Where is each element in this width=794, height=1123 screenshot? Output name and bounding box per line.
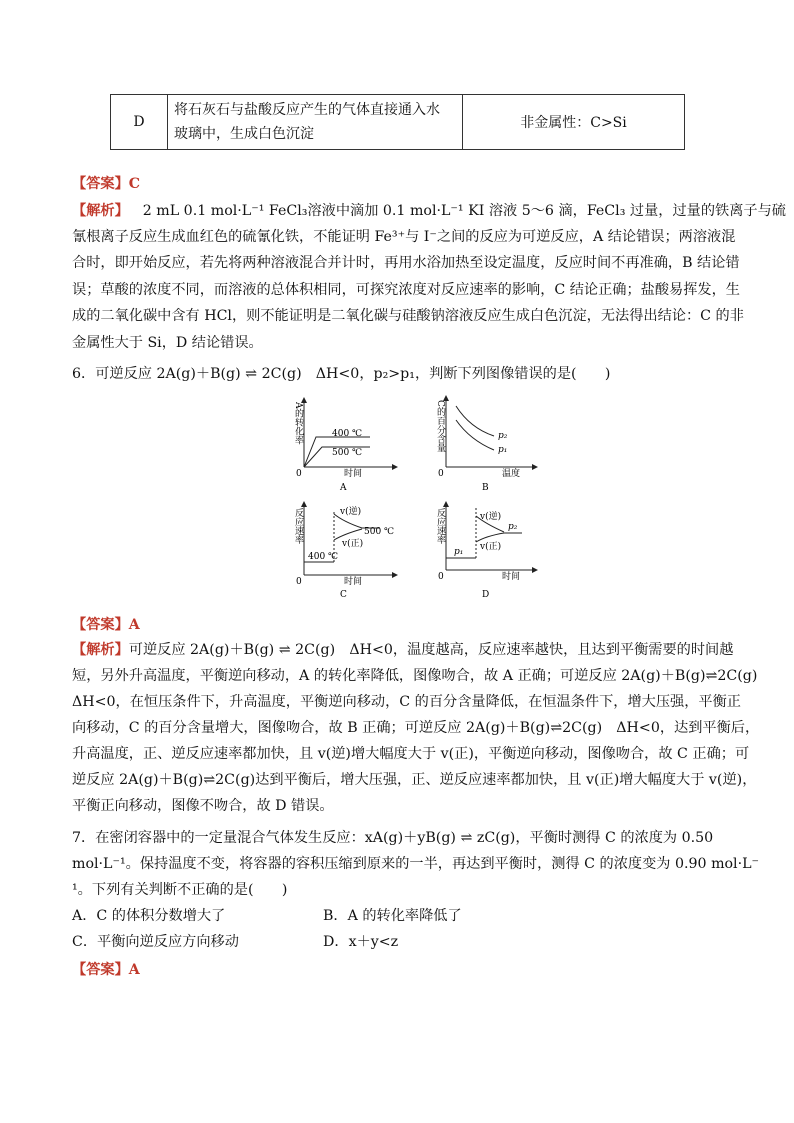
graph-a [293,400,395,493]
graph-caption: C [340,590,347,600]
q6-analysis-line: 短，另外升高温度，平衡逆向移动，A 的转化率降低，图像吻合，故 A 正确；可逆反应 2A(g)＋B(g)⇌2C(g) [72,668,758,684]
q5-analysis-line: 合时，即开始反应，若先将两种溶液混合并计时，再用水浴加热至设定温度，反应时间不再准确，B 结论错 [72,255,740,271]
q7-answer [72,960,732,980]
answer-value: C [128,176,141,192]
graph-caption: A [340,483,347,493]
series-label-p2: p₂ [498,431,508,441]
q6-analysis-line: 平衡正向移动，图像不吻合，故 D 错误。 [72,798,334,814]
option-table [110,94,685,150]
q6-analysis-line: 升高温度，正、逆反应速率都加快，且 v(逆)增大幅度大于 v(正)，平衡逆向移动，图像吻合，故 C 正确；可 [72,746,750,762]
label-400: 400 ℃ [308,552,339,562]
graph-caption: B [482,483,489,493]
option-conclusion-cell: 非金属性：C>Si [463,95,685,150]
label-p2: p₂ [508,522,518,532]
q6-answer [72,615,732,635]
origin-label: 0 [296,577,302,587]
y-axis-label: C的百分含量 [435,400,445,452]
x-axis-label: 时间 [502,572,521,582]
q5-analysis-line: 误；草酸的浓度不同，而溶液的总体积相同，可探究浓度对反应速率的影响，C 结论正确；盐酸易挥发，生 [72,282,740,298]
q7-option-b: B．A 的转化率降低了 [323,908,462,924]
graph-d [435,504,535,600]
origin-label: 0 [438,572,444,582]
answer-tag: 【答案】 [72,176,129,192]
curve-p1 [456,420,494,450]
q7-option-c: C．平衡向逆反应方向移动 [72,934,239,950]
origin-label: 0 [438,469,444,479]
option-description-line: 玻璃中，生成白色沉淀 [174,126,314,142]
graph-caption: D [482,590,490,600]
y-axis-label: 反应速率 [435,508,445,544]
q7-stem-line: 7．在密闭容器中的一定量混合气体发生反应：xA(g)＋yB(g) ⇌ zC(g)，平衡时测得 C 的浓度为 0.50 [72,830,714,846]
q6-analysis-line: ΔH<0，在恒压条件下，升高温度，平衡逆向移动，C 的百分含量降低，在恒温条件下，增大压强，平衡正 [72,694,741,710]
q7-option-d: D．x＋y<z [323,934,399,950]
option-label-cell: D [111,95,168,150]
answer-tag: 【答案】 [72,617,129,633]
q5-analysis-line: 【解析】 2 mL 0.1 mol·L⁻¹ FeCl₃溶液中滴加 0.1 mol·L⁻¹ KI 溶液 5～6 滴，FeCl₃ 过量，过量的铁离子与硫 [72,203,786,219]
q7-option-a: A．C 的体积分数增大了 [72,908,226,924]
series-label-500: 500 ℃ [332,448,363,458]
q6-analysis-line: 向移动，C 的百分含量增大，图像吻合，故 B 正确；可逆反应 2A(g)＋B(g)⇌2C(g) ΔH<0，达到平衡后， [72,720,760,736]
graph-b [435,398,535,493]
label-500: 500 ℃ [364,527,395,537]
analysis-tag: 【解析】 [72,642,129,658]
graph-c [293,504,395,600]
label-v-forward: v(正) [342,539,364,549]
option-description-line: 将石灰石与盐酸反应产生的气体直接通入水 [174,102,440,118]
y-axis-label: A的转化率 [293,402,303,445]
q6-analysis-line: 【解析】可逆反应 2A(g)＋B(g) ⇌ 2C(g) ΔH<0，温度越高，反应速率越快，且达到平衡需要的时间越 [72,642,734,658]
q5-analysis-line: 氰根离子反应生成血红色的硫氰化铁，不能证明 Fe³⁺与 I⁻之间的反应为可逆反应，A 结论错误；两溶液混 [72,229,736,245]
table-row [111,95,685,150]
x-axis-label: 时间 [344,577,363,587]
label-v-forward: v(正) [480,542,502,552]
answer-tag: 【答案】 [72,962,129,978]
q5-analysis-line: 成的二氧化碳中含有 HCl，则不能证明是二氧化碳与硅酸钠溶液反应生成白色沉淀，无法得出结论：C 的非 [72,308,744,324]
q6-stem: 6．可逆反应 2A(g)＋B(g) ⇌ 2C(g) ΔH<0，p₂>p₁，判断下列图像错误的是( ) [72,366,611,382]
option-description-cell [168,95,463,150]
origin-label: 0 [296,469,302,479]
label-v-reverse: v(逆) [340,507,362,517]
x-axis-label: 时间 [344,469,363,479]
label-v-reverse: v(逆) [480,512,502,522]
q5-analysis-line: 金属性大于 Si，D 结论错误。 [72,335,263,351]
q6-analysis-line: 逆反应 2A(g)＋B(g)⇌2C(g)达到平衡后，增大压强，正、逆反应速率都加快，且 v(正)增大幅度大于 v(逆)， [72,772,757,788]
y-axis-label: 反应速率 [293,508,303,544]
q5-answer [72,174,732,194]
q7-stem-line: mol·L⁻¹。保持温度不变，将容器的容积压缩到原来的一半，再达到平衡时，测得 C 的浓度变为 0.90 mol·L⁻ [72,856,760,872]
x-axis-label: 温度 [502,469,521,479]
series-label-400: 400 ℃ [332,429,363,439]
curve-forward [476,533,504,542]
q7-stem-line: ¹。下列有关判断不正确的是( ) [72,882,288,898]
answer-value: A [128,617,140,633]
answer-value: A [128,962,140,978]
series-label-p1: p₁ [498,445,508,455]
analysis-tag: 【解析】 [72,203,129,219]
q6-graphs [270,392,540,602]
curve-p2 [456,406,494,436]
label-p1: p₁ [454,547,464,557]
